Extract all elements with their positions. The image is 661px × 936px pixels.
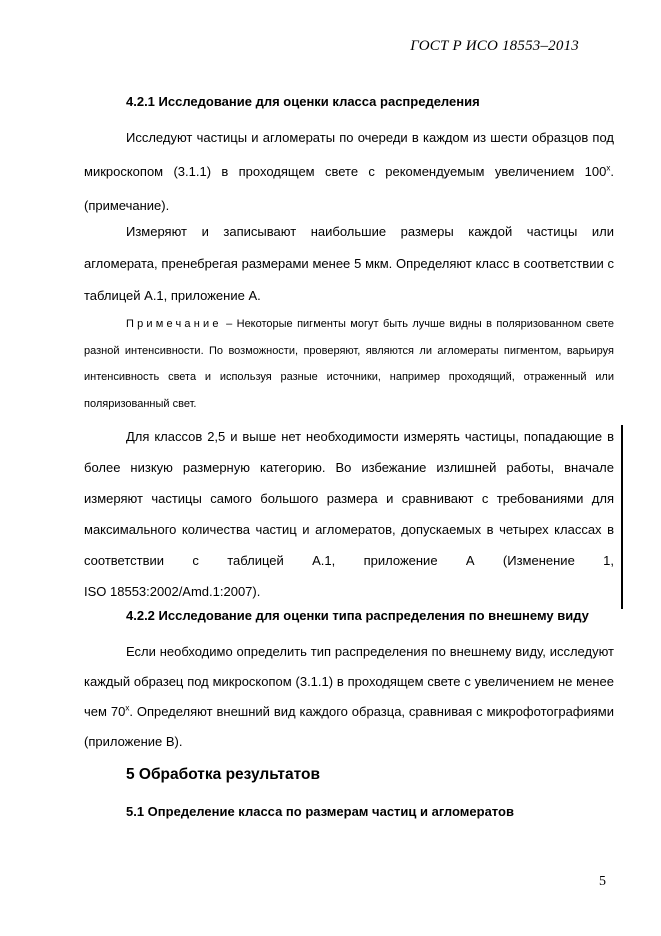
magnification-superscript: x bbox=[125, 703, 130, 713]
magnification-superscript: x bbox=[606, 163, 611, 173]
note-text: Некоторые пигменты могут быть лучше видны в поляризованном свете разной интенсивности. По возможности, проверяют, являются ли агломераты пигментом, варьируя интенсивность света и используя разные источники, например проходящий, отраженный или поляризованный свет. bbox=[84, 318, 614, 410]
note-dash: – bbox=[221, 318, 237, 330]
paragraph-measurement: Измеряют и записывают наибольшие размеры каждой частицы или агломерата, пренебрегая размерами менее 5 мкм. Определяют класс в соответствии с таблицей А.1, приложение А. bbox=[84, 224, 614, 303]
note-block bbox=[84, 311, 614, 417]
section-5-1-title: 5.1 Определение класса по размерам частиц и агломератов bbox=[126, 804, 514, 819]
paragraph-text: Исследуют частицы и агломераты по очереди в каждом из шести образцов под микроскопом (3.1.1) в проходящем свете с рекомендуемым увеличением 100 bbox=[84, 130, 614, 179]
section-4-2-2-title: 4.2.2 Исследование для оценки типа распределения по внешнему виду bbox=[126, 608, 589, 623]
document-header: ГОСТ Р ИСО 18553–2013 bbox=[410, 38, 579, 54]
section-4-2-1-title: 4.2.1 Исследование для оценки класса распределения bbox=[126, 94, 480, 109]
paragraph-microscope-examination bbox=[84, 121, 614, 223]
page-number: 5 bbox=[599, 874, 606, 889]
paragraph-class-comparison bbox=[84, 421, 614, 607]
section-5-title: 5 Обработка результатов bbox=[126, 766, 321, 783]
paragraph-tail: . Определяют внешний вид каждого образца, сравнивая с микрофотографиями (приложение В). bbox=[84, 704, 615, 749]
paragraph-text: Если необходимо определить тип распределения по внешнему виду, исследуют каждый образец под микроскопом (3.1.1) в проходящем свете с увеличением не менее чем 70 bbox=[84, 644, 614, 719]
note-label: Примечание bbox=[126, 318, 222, 330]
change-marker-bar bbox=[621, 425, 623, 609]
paragraph-appearance-examination bbox=[84, 637, 614, 757]
paragraph-tail: . (примечание). bbox=[84, 164, 614, 213]
paragraph-text: Для классов 2,5 и выше нет необходимости измерять частицы, попадающие в более низкую размерную категорию. Во избежание излишней работы, вначале измеряют частицы самого большого размера и сравнивают с требованиями для максимального количества частиц и агломератов, допускаемых в четырех классах в соответствии с таблицей А.1, приложение А (Изменение 1, bbox=[84, 429, 614, 568]
paragraph-last-line: ISO 18553:2002/Amd.1:2007). bbox=[84, 584, 261, 599]
